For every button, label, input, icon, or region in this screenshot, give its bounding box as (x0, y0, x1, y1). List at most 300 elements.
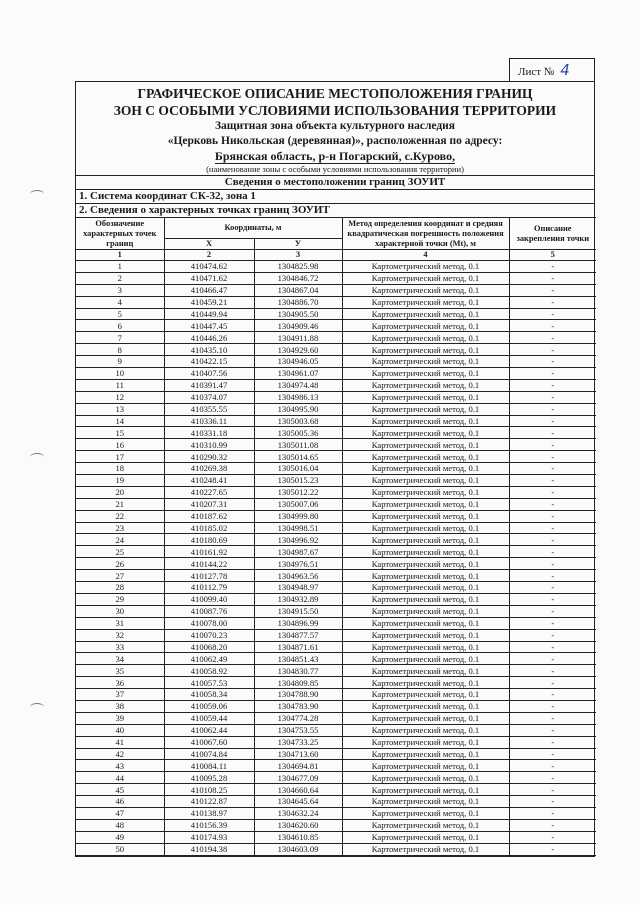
cell-x: 410355.55 (164, 403, 254, 415)
cell-x: 410336.11 (164, 415, 254, 427)
table-row (76, 593, 596, 605)
cell-y: 1304783.90 (254, 700, 342, 712)
cell-fixing: - (509, 308, 596, 320)
table-row (76, 712, 596, 724)
cell-point: 18 (76, 463, 164, 475)
cell-point: 46 (76, 796, 164, 808)
subtitle-2: «Церковь Никольская (деревянная)», расположенная по адресу: (167, 135, 503, 147)
cell-method: Картометрический метод, 0.1 (342, 700, 509, 712)
cell-y: 1304932.89 (254, 593, 342, 605)
cell-point: 6 (76, 320, 164, 332)
cell-fixing: - (509, 284, 596, 296)
table-row (76, 320, 596, 332)
cell-x: 410127.78 (164, 570, 254, 582)
table-row (76, 582, 596, 594)
cell-y: 1304620.60 (254, 819, 342, 831)
table-row (76, 415, 596, 427)
cell-method: Картометрический метод, 0.1 (342, 593, 509, 605)
cell-x: 410074.84 (164, 748, 254, 760)
cell-method: Картометрический метод, 0.1 (342, 261, 509, 273)
cell-fixing: - (509, 819, 596, 831)
cell-y: 1304694.81 (254, 760, 342, 772)
address-text: Брянская область, р-н Погарский, с.Курово, (214, 149, 456, 163)
cell-y: 1304929.60 (254, 344, 342, 356)
table-row (76, 748, 596, 760)
table-row (76, 439, 596, 451)
cell-point: 50 (76, 843, 164, 855)
table-row (76, 427, 596, 439)
cell-x: 410161.92 (164, 546, 254, 558)
cell-y: 1304632.24 (254, 807, 342, 819)
table-row (76, 379, 596, 391)
cell-y: 1304825.98 (254, 261, 342, 273)
cell-x: 410269.38 (164, 463, 254, 475)
table-row (76, 570, 596, 582)
cell-point: 7 (76, 332, 164, 344)
table-row (76, 498, 596, 510)
cell-x: 410374.07 (164, 391, 254, 403)
cell-fixing: - (509, 486, 596, 498)
cell-method: Картометрический метод, 0.1 (342, 570, 509, 582)
cell-y: 1304851.43 (254, 653, 342, 665)
cell-point: 16 (76, 439, 164, 451)
cell-point: 14 (76, 415, 164, 427)
cell-fixing: - (509, 831, 596, 843)
cell-x: 410058.34 (164, 689, 254, 701)
header-coords: Координаты, м (164, 218, 342, 239)
cell-point: 39 (76, 712, 164, 724)
cell-fixing: - (509, 522, 596, 534)
table-row (76, 558, 596, 570)
cell-fixing: - (509, 415, 596, 427)
cell-method: Картометрический метод, 0.1 (342, 760, 509, 772)
cell-point: 27 (76, 570, 164, 582)
section-info: Сведения о местоположении границ ЗОУИТ (76, 175, 594, 189)
cell-method: Картометрический метод, 0.1 (342, 379, 509, 391)
cell-point: 8 (76, 344, 164, 356)
cell-x: 410466.47 (164, 284, 254, 296)
cell-method: Картометрический метод, 0.1 (342, 558, 509, 570)
cell-fixing: - (509, 296, 596, 308)
cell-y: 1304603.09 (254, 843, 342, 855)
cell-y: 1304998.51 (254, 522, 342, 534)
cell-x: 410407.56 (164, 368, 254, 380)
table-row (76, 368, 596, 380)
table-row (76, 475, 596, 487)
cell-y: 1304948.97 (254, 582, 342, 594)
table-row (76, 296, 596, 308)
cell-x: 410310.99 (164, 439, 254, 451)
cell-x: 410207.31 (164, 498, 254, 510)
cell-point: 38 (76, 700, 164, 712)
table-row (76, 665, 596, 677)
cell-x: 410422.15 (164, 356, 254, 368)
cell-fixing: - (509, 320, 596, 332)
table-row (76, 843, 596, 855)
cell-fixing: - (509, 617, 596, 629)
cell-method: Картометрический метод, 0.1 (342, 403, 509, 415)
sheet-number-box (509, 58, 595, 82)
cell-method: Картометрический метод, 0.1 (342, 689, 509, 701)
punch-hole-mark (30, 703, 44, 711)
cell-fixing: - (509, 677, 596, 689)
table-row (76, 629, 596, 641)
cell-point: 34 (76, 653, 164, 665)
cell-method: Картометрический метод, 0.1 (342, 843, 509, 855)
cell-point: 42 (76, 748, 164, 760)
column-number: 3 (254, 250, 342, 261)
cell-x: 410087.76 (164, 605, 254, 617)
cell-fixing: - (509, 736, 596, 748)
cell-method: Картометрический метод, 0.1 (342, 284, 509, 296)
cell-y: 1304987.67 (254, 546, 342, 558)
table-row (76, 534, 596, 546)
cell-point: 13 (76, 403, 164, 415)
table-row (76, 403, 596, 415)
table-row (76, 463, 596, 475)
cell-y: 1304915.50 (254, 605, 342, 617)
cell-method: Картометрический метод, 0.1 (342, 665, 509, 677)
cell-x: 410057.53 (164, 677, 254, 689)
cell-y: 1304976.51 (254, 558, 342, 570)
cell-y: 1304999.80 (254, 510, 342, 522)
cell-method: Картометрический метод, 0.1 (342, 296, 509, 308)
cell-point: 1 (76, 261, 164, 273)
cell-y: 1305012.22 (254, 486, 342, 498)
table-row (76, 819, 596, 831)
table-row (76, 308, 596, 320)
cell-point: 48 (76, 819, 164, 831)
cell-method: Картометрический метод, 0.1 (342, 356, 509, 368)
cell-method: Картометрический метод, 0.1 (342, 534, 509, 546)
cell-y: 1304774.28 (254, 712, 342, 724)
cell-fixing: - (509, 261, 596, 273)
cell-x: 410449.94 (164, 308, 254, 320)
header-method: Метод определения координат и средняя квадратическая погрешность положения характерной точки (Mt), м (342, 218, 509, 250)
cell-x: 410227.65 (164, 486, 254, 498)
cell-point: 44 (76, 772, 164, 784)
cell-method: Картометрический метод, 0.1 (342, 498, 509, 510)
cell-point: 12 (76, 391, 164, 403)
cell-point: 22 (76, 510, 164, 522)
cell-y: 1304986.13 (254, 391, 342, 403)
cell-x: 410180.69 (164, 534, 254, 546)
table-row (76, 677, 596, 689)
cell-y: 1304753.55 (254, 724, 342, 736)
cell-method: Картометрический метод, 0.1 (342, 451, 509, 463)
column-number: 4 (342, 250, 509, 261)
column-number: 1 (76, 250, 164, 261)
section-points: 2. Сведения о характерных точках границ ЗОУИТ (76, 203, 594, 217)
cell-method: Картометрический метод, 0.1 (342, 439, 509, 451)
cell-x: 410331.18 (164, 427, 254, 439)
address (76, 149, 594, 164)
cell-method: Картометрический метод, 0.1 (342, 605, 509, 617)
cell-method: Картометрический метод, 0.1 (342, 796, 509, 808)
cell-point: 45 (76, 784, 164, 796)
cell-x: 410099.40 (164, 593, 254, 605)
cell-y: 1304963.56 (254, 570, 342, 582)
cell-fixing: - (509, 712, 596, 724)
table-row (76, 356, 596, 368)
cell-point: 23 (76, 522, 164, 534)
cell-x: 410095.28 (164, 772, 254, 784)
cell-y: 1304677.09 (254, 772, 342, 784)
table-row (76, 486, 596, 498)
cell-fixing: - (509, 724, 596, 736)
cell-fixing: - (509, 784, 596, 796)
cell-method: Картометрический метод, 0.1 (342, 344, 509, 356)
cell-x: 410138.97 (164, 807, 254, 819)
cell-fixing: - (509, 451, 596, 463)
table-row (76, 605, 596, 617)
cell-y: 1304946.05 (254, 356, 342, 368)
table-row (76, 522, 596, 534)
cell-x: 410122.87 (164, 796, 254, 808)
cell-point: 32 (76, 629, 164, 641)
cell-fixing: - (509, 403, 596, 415)
cell-y: 1304905.50 (254, 308, 342, 320)
cell-y: 1305016.04 (254, 463, 342, 475)
table-row (76, 807, 596, 819)
cell-fixing: - (509, 700, 596, 712)
cell-y: 1304911.88 (254, 332, 342, 344)
header-y: У (254, 239, 342, 250)
subtitle-1: Защитная зона объекта культурного наследия (214, 120, 456, 132)
cell-fixing: - (509, 427, 596, 439)
cell-y: 1304713.60 (254, 748, 342, 760)
cell-fixing: - (509, 510, 596, 522)
document-frame (75, 81, 595, 857)
table-row (76, 653, 596, 665)
cell-y: 1304995.90 (254, 403, 342, 415)
cell-y: 1304974.48 (254, 379, 342, 391)
cell-point: 9 (76, 356, 164, 368)
points-table (76, 217, 596, 856)
cell-method: Картометрический метод, 0.1 (342, 320, 509, 332)
table-row (76, 641, 596, 653)
cell-y: 1305011.08 (254, 439, 342, 451)
punch-hole-mark (30, 190, 44, 198)
cell-point: 31 (76, 617, 164, 629)
cell-point: 29 (76, 593, 164, 605)
cell-y: 1304871.61 (254, 641, 342, 653)
table-row (76, 736, 596, 748)
cell-method: Картометрический метод, 0.1 (342, 748, 509, 760)
cell-point: 35 (76, 665, 164, 677)
cell-y: 1305007.06 (254, 498, 342, 510)
cell-y: 1305015.23 (254, 475, 342, 487)
table-row (76, 391, 596, 403)
cell-method: Картометрический метод, 0.1 (342, 807, 509, 819)
cell-x: 410062.49 (164, 653, 254, 665)
cell-point: 3 (76, 284, 164, 296)
cell-y: 1304961.07 (254, 368, 342, 380)
cell-fixing: - (509, 356, 596, 368)
cell-y: 1304867.04 (254, 284, 342, 296)
cell-x: 410174.93 (164, 831, 254, 843)
cell-x: 410391.47 (164, 379, 254, 391)
cell-method: Картометрический метод, 0.1 (342, 475, 509, 487)
cell-fixing: - (509, 439, 596, 451)
cell-x: 410084.11 (164, 760, 254, 772)
cell-y: 1304830.77 (254, 665, 342, 677)
column-number: 5 (509, 250, 596, 261)
cell-point: 33 (76, 641, 164, 653)
cell-x: 410059.06 (164, 700, 254, 712)
table-row (76, 332, 596, 344)
cell-x: 410058.92 (164, 665, 254, 677)
cell-point: 17 (76, 451, 164, 463)
cell-method: Картометрический метод, 0.1 (342, 617, 509, 629)
cell-y: 1304886.70 (254, 296, 342, 308)
cell-method: Картометрический метод, 0.1 (342, 712, 509, 724)
zone-name-note: (наименование зоны с особыми условиями использования территории) (206, 164, 464, 174)
table-row (76, 772, 596, 784)
cell-x: 410471.62 (164, 272, 254, 284)
cell-fixing: - (509, 582, 596, 594)
cell-method: Картометрический метод, 0.1 (342, 510, 509, 522)
cell-x: 410144.22 (164, 558, 254, 570)
cell-method: Картометрический метод, 0.1 (342, 332, 509, 344)
cell-point: 26 (76, 558, 164, 570)
cell-x: 410156.39 (164, 819, 254, 831)
cell-point: 36 (76, 677, 164, 689)
cell-x: 410062.44 (164, 724, 254, 736)
table-row (76, 344, 596, 356)
cell-method: Картометрический метод, 0.1 (342, 641, 509, 653)
cell-x: 410078.00 (164, 617, 254, 629)
cell-fixing: - (509, 498, 596, 510)
cell-fixing: - (509, 558, 596, 570)
cell-point: 11 (76, 379, 164, 391)
cell-point: 4 (76, 296, 164, 308)
cell-point: 47 (76, 807, 164, 819)
cell-method: Картометрический метод, 0.1 (342, 784, 509, 796)
cell-fixing: - (509, 534, 596, 546)
cell-y: 1304877.57 (254, 629, 342, 641)
cell-point: 43 (76, 760, 164, 772)
cell-method: Картометрический метод, 0.1 (342, 582, 509, 594)
cell-method: Картометрический метод, 0.1 (342, 415, 509, 427)
cell-x: 410059.44 (164, 712, 254, 724)
cell-method: Картометрический метод, 0.1 (342, 677, 509, 689)
table-row (76, 546, 596, 558)
table-row (76, 724, 596, 736)
cell-fixing: - (509, 629, 596, 641)
cell-fixing: - (509, 843, 596, 855)
column-number: 2 (164, 250, 254, 261)
cell-x: 410187.62 (164, 510, 254, 522)
cell-fixing: - (509, 475, 596, 487)
cell-fixing: - (509, 272, 596, 284)
cell-fixing: - (509, 641, 596, 653)
cell-fixing: - (509, 665, 596, 677)
cell-x: 410248.41 (164, 475, 254, 487)
cell-fixing: - (509, 570, 596, 582)
cell-method: Картометрический метод, 0.1 (342, 831, 509, 843)
cell-y: 1305014.65 (254, 451, 342, 463)
cell-x: 410112.79 (164, 582, 254, 594)
cell-y: 1304733.25 (254, 736, 342, 748)
cell-x: 410070.23 (164, 629, 254, 641)
cell-method: Картометрический метод, 0.1 (342, 486, 509, 498)
table-row (76, 284, 596, 296)
cell-point: 30 (76, 605, 164, 617)
cell-point: 20 (76, 486, 164, 498)
cell-point: 28 (76, 582, 164, 594)
cell-x: 410459.21 (164, 296, 254, 308)
cell-method: Картометрический метод, 0.1 (342, 724, 509, 736)
cell-method: Картометрический метод, 0.1 (342, 463, 509, 475)
cell-method: Картометрический метод, 0.1 (342, 391, 509, 403)
cell-point: 10 (76, 368, 164, 380)
table-row (76, 261, 596, 273)
cell-fixing: - (509, 391, 596, 403)
cell-method: Картометрический метод, 0.1 (342, 629, 509, 641)
sheet-label: Лист № (518, 66, 555, 78)
cell-x: 410108.25 (164, 784, 254, 796)
cell-point: 37 (76, 689, 164, 701)
cell-point: 5 (76, 308, 164, 320)
cell-method: Картометрический метод, 0.1 (342, 272, 509, 284)
cell-method: Картометрический метод, 0.1 (342, 522, 509, 534)
cell-x: 410194.38 (164, 843, 254, 855)
cell-y: 1304660.64 (254, 784, 342, 796)
cell-point: 41 (76, 736, 164, 748)
header-fixing: Описание закрепления точки (509, 218, 596, 250)
cell-x: 410435.10 (164, 344, 254, 356)
cell-fixing: - (509, 760, 596, 772)
cell-point: 25 (76, 546, 164, 558)
cell-x: 410068.20 (164, 641, 254, 653)
cell-y: 1304610.85 (254, 831, 342, 843)
cell-fixing: - (509, 332, 596, 344)
table-row (76, 760, 596, 772)
cell-y: 1304788.90 (254, 689, 342, 701)
table-row (76, 451, 596, 463)
cell-y: 1304846.72 (254, 272, 342, 284)
cell-method: Картометрический метод, 0.1 (342, 819, 509, 831)
cell-point: 21 (76, 498, 164, 510)
header-x: X (164, 239, 254, 250)
document-title (76, 82, 594, 119)
cell-point: 19 (76, 475, 164, 487)
cell-x: 410185.02 (164, 522, 254, 534)
cell-method: Картометрический метод, 0.1 (342, 308, 509, 320)
cell-point: 40 (76, 724, 164, 736)
table-row (76, 617, 596, 629)
cell-fixing: - (509, 689, 596, 701)
cell-fixing: - (509, 748, 596, 760)
cell-method: Картометрический метод, 0.1 (342, 653, 509, 665)
cell-fixing: - (509, 772, 596, 784)
cell-y: 1304809.85 (254, 677, 342, 689)
sheet-number: 4 (560, 61, 570, 79)
section-coord-system: 1. Система координат СК-32, зона 1 (76, 189, 594, 203)
cell-y: 1305003.68 (254, 415, 342, 427)
cell-fixing: - (509, 593, 596, 605)
cell-method: Картометрический метод, 0.1 (342, 546, 509, 558)
cell-point: 24 (76, 534, 164, 546)
cell-fixing: - (509, 796, 596, 808)
title-line-2: ЗОН С ОСОБЫМИ УСЛОВИЯМИ ИСПОЛЬЗОВАНИЯ ТЕРРИТОРИИ (113, 103, 557, 118)
table-row (76, 272, 596, 284)
punch-hole-mark (30, 453, 44, 461)
cell-y: 1304645.64 (254, 796, 342, 808)
table-row (76, 831, 596, 843)
cell-point: 15 (76, 427, 164, 439)
